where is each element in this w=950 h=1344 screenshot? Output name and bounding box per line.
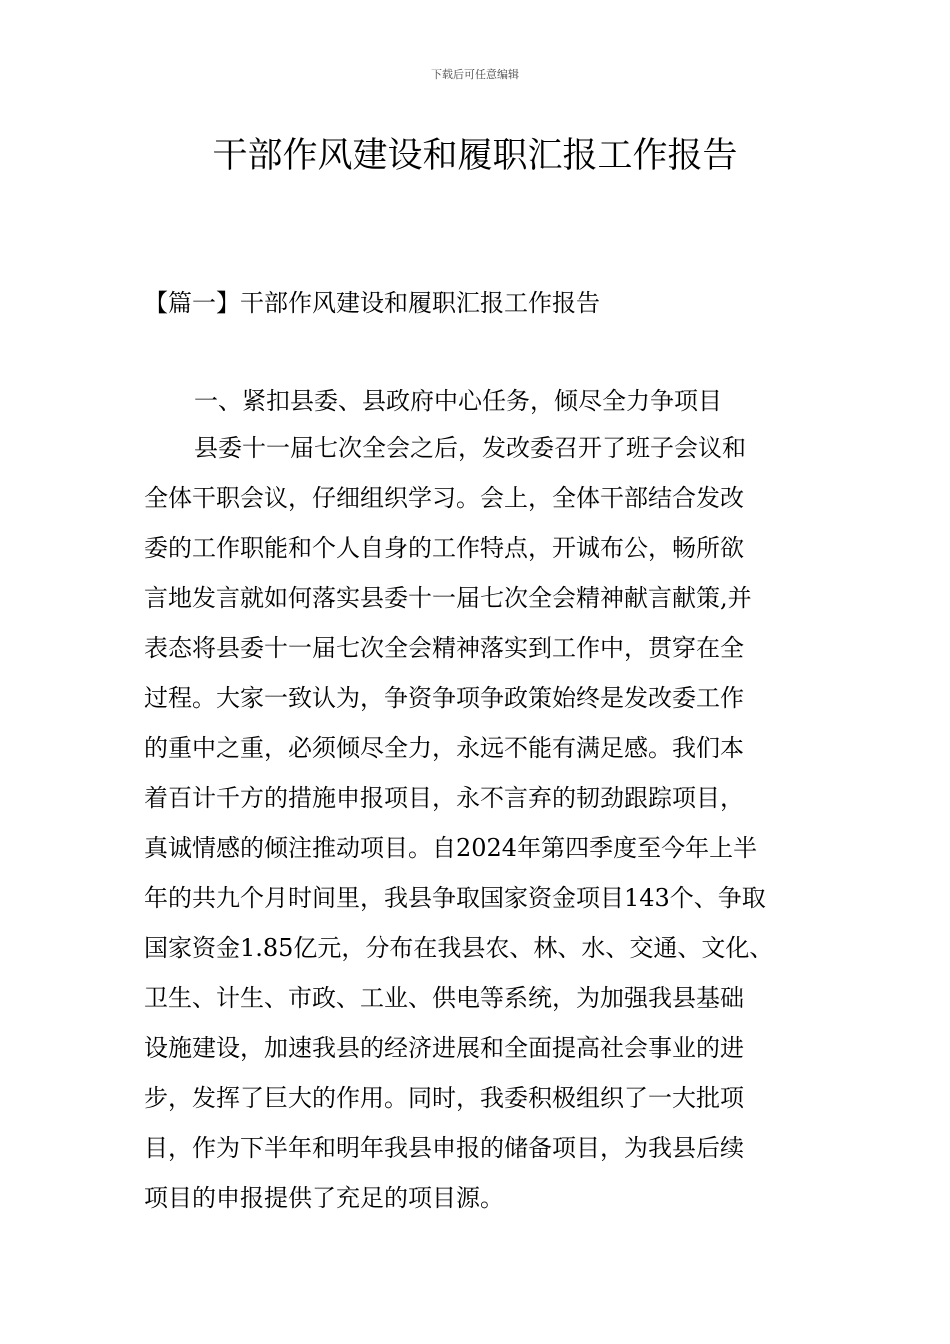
paragraph-line: 委的工作职能和个人自身的工作特点，开诚布公，畅所欲 [144,534,744,562]
paragraph-line: 的重中之重，必须倾尽全力，永远不能有满足感。我们本 [144,734,744,762]
paragraph-line: 着百计千方的措施申报项目，永不言弃的韧劲跟踪项目， [144,784,744,812]
paragraph-line: 真诚情感的倾注推动项目。自2024年第四季度至今年上半 [144,834,758,862]
document-title: 干部作风建设和履职汇报工作报告 [212,136,738,176]
paragraph-line: 全体干职会议，仔细组织学习。会上，全体干部结合发改 [144,484,744,512]
header-note: 下载后可任意编辑 [431,68,519,81]
paragraph-line: 设施建设，加速我县的经济进展和全面提高社会事业的进 [144,1034,744,1062]
paragraph-line: 过程。大家一致认为，争资争项争政策始终是发改委工作 [144,684,744,712]
section-title: 【篇一】干部作风建设和履职汇报工作报告 [144,289,600,317]
paragraph-line: 年的共九个月时间里，我县争取国家资金项目143个、争取 [144,884,766,912]
paragraph-line: 言地发言就如何落实县委十一届七次全会精神献言献策,并 [144,584,752,612]
paragraph-line: 表态将县委十一届七次全会精神落实到工作中，贯穿在全 [144,634,744,662]
paragraph-line: 项目的申报提供了充足的项目源。 [144,1184,504,1212]
paragraph-line: 目，作为下半年和明年我县申报的储备项目，为我县后续 [144,1134,744,1162]
paragraph-line: 卫生、计生、市政、工业、供电等系统，为加强我县基础 [144,984,744,1012]
paragraph-line: 县委十一届七次全会之后，发改委召开了班子会议和 [194,434,746,462]
body-paragraph [144,429,844,1229]
paragraph-line: 国家资金1.85亿元，分布在我县农、林、水、交通、文化、 [144,934,774,962]
paragraph-line: 步，发挥了巨大的作用。同时，我委积极组织了一大批项 [144,1084,744,1112]
sub-heading: 一、紧扣县委、县政府中心任务，倾尽全力争项目 [194,387,722,415]
